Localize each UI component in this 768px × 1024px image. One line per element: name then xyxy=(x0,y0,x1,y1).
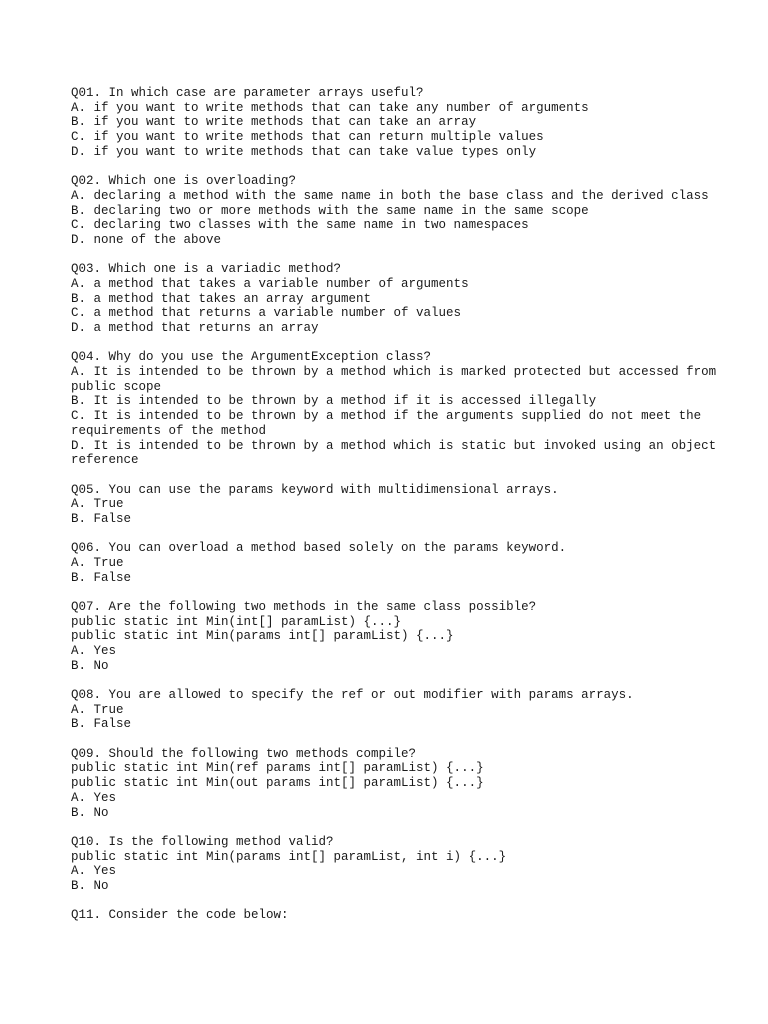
answer-option: D. none of the above xyxy=(71,232,222,247)
question-text: Q02. Which one is overloading? xyxy=(71,174,297,189)
answer-option: B. False xyxy=(71,570,132,585)
answer-option: D. a method that returns an array xyxy=(71,321,319,336)
code-line: public static int Min(ref params int[] paramList) {...} xyxy=(71,761,484,776)
question-text: Q08. You are allowed to specify the ref or out modifier with params arrays. xyxy=(71,688,634,703)
question-block-q09 xyxy=(71,747,731,821)
answer-option: B. a method that takes an array argument xyxy=(71,291,372,306)
answer-option: D. It is intended to be thrown by a method which is static but invoked using an object reference xyxy=(71,438,724,468)
answer-option: B. It is intended to be thrown by a method if it is accessed illegally xyxy=(71,394,597,409)
question-block-q04 xyxy=(71,350,731,468)
question-text: Q01. In which case are parameter arrays useful? xyxy=(71,86,424,100)
answer-option: B. False xyxy=(71,511,132,526)
question-text: Q06. You can overload a method based solely on the params keyword. xyxy=(71,541,567,556)
question-text: Q10. Is the following method valid? xyxy=(71,834,334,849)
answer-option: A. True xyxy=(71,497,124,512)
question-text: Q03. Which one is a variadic method? xyxy=(71,262,342,277)
answer-option: B. if you want to write methods that can take an array xyxy=(71,115,477,130)
question-block-q08 xyxy=(71,688,731,732)
question-text: Q11. Consider the code below: xyxy=(71,908,289,923)
question-text: Q07. Are the following two methods in the same class possible? xyxy=(71,599,537,614)
answer-option: B. No xyxy=(71,878,109,893)
answer-option: D. if you want to write methods that can take value types only xyxy=(71,144,537,159)
answer-option: B. declaring two or more methods with the same name in the same scope xyxy=(71,203,589,218)
code-line: public static int Min(params int[] paramList, int i) {...} xyxy=(71,849,507,864)
question-block-q01 xyxy=(71,86,731,160)
answer-option: A. Yes xyxy=(71,644,117,659)
answer-option: B. False xyxy=(71,717,132,732)
answer-option: B. No xyxy=(71,658,109,673)
question-text: Q05. You can use the params keyword with multidimensional arrays. xyxy=(71,482,559,497)
answer-option: A. a method that takes a variable number of arguments xyxy=(71,276,469,291)
code-line: public static int Min(int[] paramList) {...} xyxy=(71,614,402,629)
question-block-q07 xyxy=(71,600,731,674)
quiz-document xyxy=(71,86,731,938)
question-block-q02 xyxy=(71,174,731,248)
answer-option: A. declaring a method with the same name in both the base class and the derived class xyxy=(71,188,709,203)
question-block-q05 xyxy=(71,483,731,527)
answer-option: A. It is intended to be thrown by a method which is marked protected but accessed from public scope xyxy=(71,365,724,394)
answer-option: A. Yes xyxy=(71,790,117,805)
answer-option: C. declaring two classes with the same name in two namespaces xyxy=(71,218,529,233)
question-block-q03 xyxy=(71,262,731,336)
answer-option: A. True xyxy=(71,555,124,570)
code-line: public static int Min(params int[] paramList) {...} xyxy=(71,629,454,644)
answer-option: C. It is intended to be thrown by a method if the arguments supplied do not meet the requirements of the method xyxy=(71,409,709,438)
answer-option: B. No xyxy=(71,805,109,820)
answer-option: C. if you want to write methods that can return multiple values xyxy=(71,130,544,145)
answer-option: A. if you want to write methods that can take any number of arguments xyxy=(71,100,589,115)
code-line: public static int Min(out params int[] paramList) {...} xyxy=(71,776,484,791)
answer-option: A. Yes xyxy=(71,864,117,879)
question-text: Q09. Should the following two methods compile? xyxy=(71,746,417,761)
question-text: Q04. Why do you use the ArgumentException class? xyxy=(71,350,432,365)
question-block-q06 xyxy=(71,541,731,585)
answer-option: C. a method that returns a variable number of values xyxy=(71,306,462,321)
question-block-q11 xyxy=(71,908,731,923)
question-block-q10 xyxy=(71,835,731,894)
answer-option: A. True xyxy=(71,702,124,717)
